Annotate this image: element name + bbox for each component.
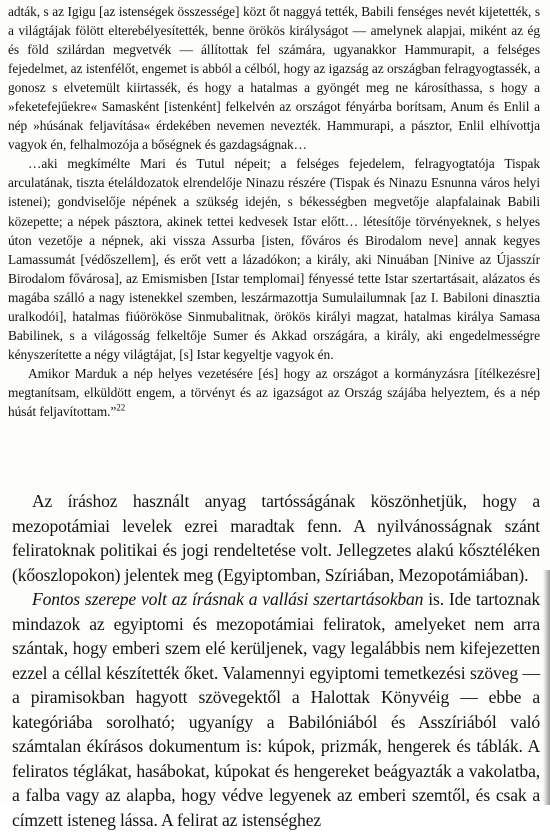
scan-shadow-edge xyxy=(543,570,550,805)
footnote-reference: 22 xyxy=(116,402,126,413)
body-paragraph-2 xyxy=(12,587,540,832)
quote-paragraph-3 xyxy=(8,364,540,421)
italic-emphasis: Fontos szerepe volt az írásnak a vallási szertartásokban xyxy=(32,589,424,609)
quote-paragraph-3-text: Amikor Marduk a nép helyes vezetésére [és] hogy az országot a kormányzásra [ítélkezésre] megtanítsam, elküldött engem, a törvényt és az igazságot az Ország szájába helyeztem, és a nép húsát feljavítottam.” xyxy=(8,365,540,419)
quote-paragraph-2: …aki megkímélte Mari és Tutul népeit; a felséges fejedelem, felragyogtatója Tispak arculatának, tiszta ételáldozatok elrendelője Ninazu részére (Tispak és Ninazu Esnunna város helyi istenei); gondviselője népének a szükség idején, s békességben megvetője alapfalainak Babili közepette; a népek pásztora, akinek tettei kedvesek Istar előtt… létesítője törvényeknek, s helyes úton vezetője a népnek, aki vissza Assurba [isten, főváros és Birodalom neve] annak kegyes Lamassumát [védőszellem], és erőt vett a lázadókon; a király, aki Ninuában [Ninive az Újasszír Birodalom fővárosa], az Emismisben [Istar templomai] fényessé tette Istar szertartásait, alázatos és magába szálló a nagy istenekkel szemben, leszármazottja Sumulailumnak [az I. Babiloni dinasztia uralkodói], hatalmas fiúörököse Sinmubalitnak, örökös királyi magzat, hatalmas királya Samasa Babilinek, s a világosság felkeltője Sumer és Akkad országára, a király, aki engedelmességre kényszerítette a négy világtájat, [s] Istar kegyeltje vagyok én. xyxy=(8,156,540,362)
quote-paragraph-1: adták, s az Igigu [az istenségek összessége] közt őt naggyá tették, Babili fenséges nevét kijetették, s a világtájak fölött elterebélyesítették, benne örökös királyságot — amelynek alapjai, miként az ég és föld szilárdan megvetvék — állítottak fel számára, ugyanakkor Hammurapit, a felséges fejedelmet, az istenfélőt, engemet is abból a célból, hogy az igazság az országban felragyogtassék, a gonosz s elvetemült kiirtassék, és hogy a hatalmas a gyöngét meg ne károsíthassa, s hogy a »feketefejűekre« Samasként [istenként] felkelvén az országot fényárba borítsam, Anum és Enlil a nép »húsának feljavítása« érdekében nevemen nevezték. Hammurapi, a pásztor, Enlil elhívottja vagyok én, felhalmozója a bőségnek és gazdagságnak… xyxy=(8,4,540,153)
body-paragraph-2-text: is. Ide tartoznak mindazok az egyiptomi és mezopotámiai feliratok, amelyeket nem arra szántak, hogy emberi szem elé kerüljenek, vagy legalábbis nem kifejezetten ezzel a céllal készítették őket. Valamennyi egyiptomi temetkezési szöveg — a piramisokban hagyott szövegektől a Halottak Könyvéig — ebbe a kategóriába sorolható; ugyanígy a Babilóniából és Asszíriából való számtalan ékírásos dokumentum is: kúpok, prizmák, hengerek és táblák. A feliratos téglákat, hasábokat, kúpokat és hengereket beágyazták a vakolatba, a falba vagy az alapba, hogy védve legyenek az emberi szemtől, és csak a címzett isteneg lássa. A felirat az istenséghez xyxy=(12,589,541,830)
main-body-text xyxy=(12,489,540,832)
quoted-code-passage xyxy=(8,2,540,421)
body-paragraph-1: Az íráshoz használt anyag tartósságának köszönhetjük, hogy a mezopotámiai levelek ezrei maradtak fenn. A nyilvánosságnak szánt feliratoknak politikai és jogi rendeltetése volt. Jellegzetes alakú kősztéléken (kőoszlopokon) jelentek meg (Egyiptomban, Szíriában, Mezopotámiában). xyxy=(12,491,540,585)
